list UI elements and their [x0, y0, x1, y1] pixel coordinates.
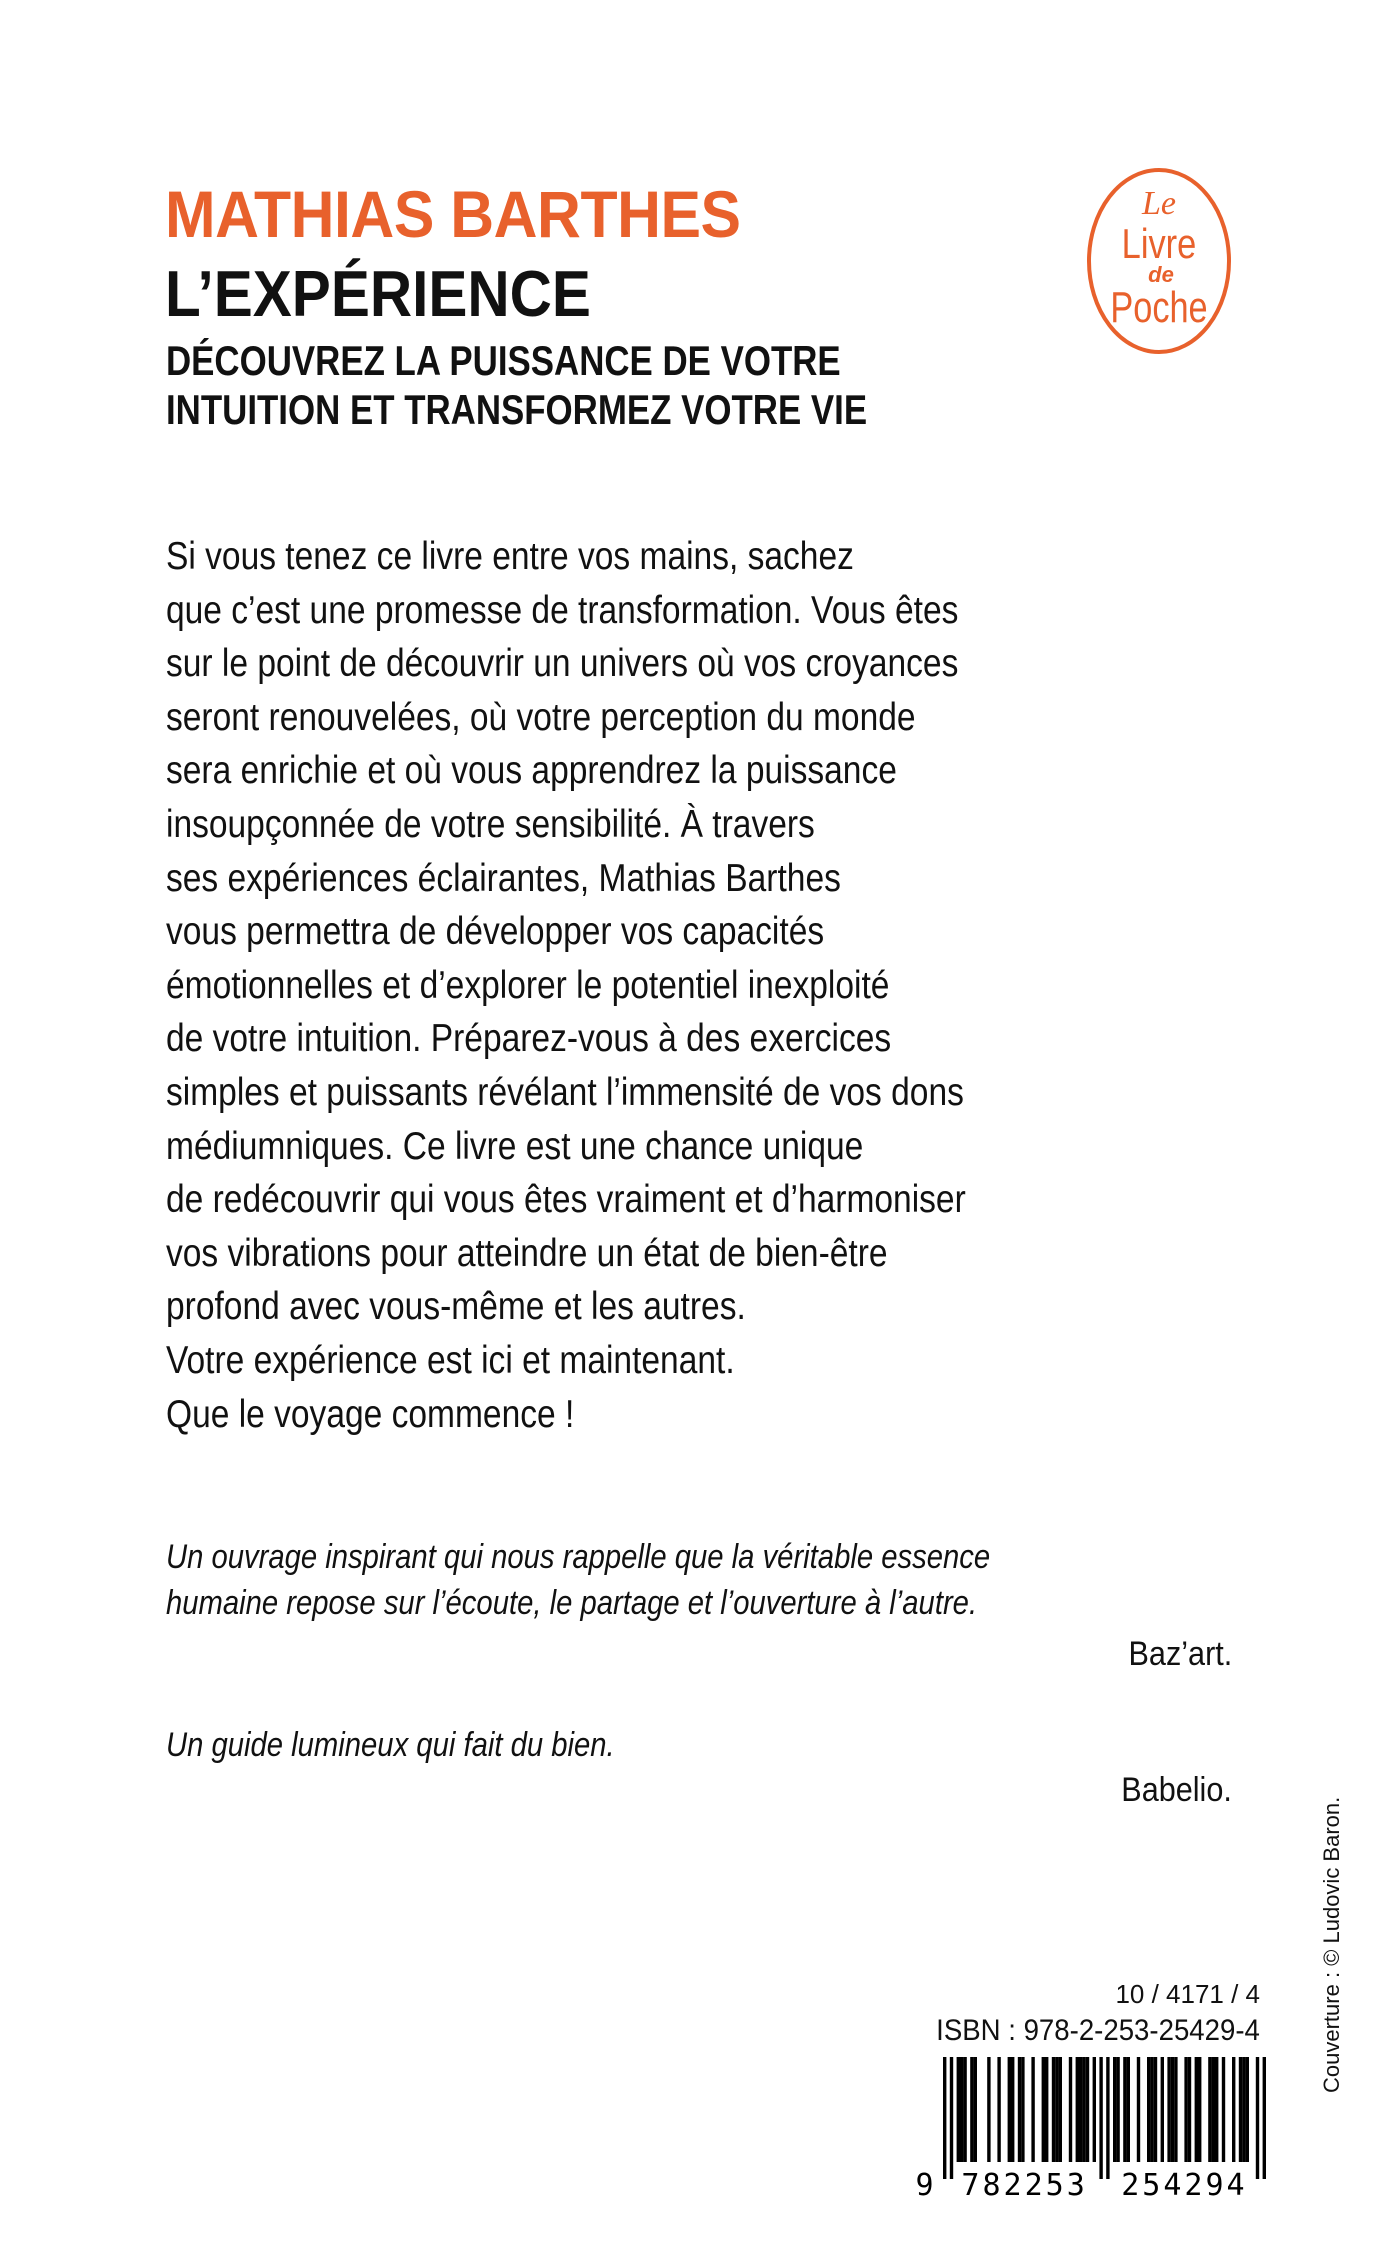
blurb-line: émotionnelles et d’explorer le potentiel inexploité [166, 963, 890, 1007]
book-subtitle [166, 336, 867, 434]
review-quote-line: Un ouvrage inspirant qui nous rappelle que la véritable essence [166, 1538, 991, 1576]
subtitle-line: INTUITION ET TRANSFORMEZ VOTRE VIE [166, 386, 868, 433]
blurb-line: de votre intuition. Préparez-vous à des exercices [166, 1017, 892, 1061]
logo-text-livre: Livre [1121, 220, 1197, 268]
barcode-digits: 782253 [961, 2168, 1088, 2203]
back-cover-blurb [166, 530, 966, 1441]
blurb-line: que c’est une promesse de transformation. Vous êtes [166, 588, 959, 632]
blurb-line: insoupçonnée de votre sensibilité. À travers [166, 802, 815, 846]
review-source: Baz’art. [1128, 1635, 1232, 1673]
barcode-digits: 254294 [1121, 2168, 1248, 2203]
blurb-line: sur le point de découvrir un univers où vos croyances [166, 642, 959, 686]
isbn-label: ISBN : 978-2-253-25429-4 [936, 2014, 1260, 2047]
blurb-line: seront renouvelées, où votre perception du monde [166, 695, 916, 739]
book-title: L’EXPÉRIENCE [165, 257, 591, 330]
author-name: MATHIAS BARTHES [165, 177, 741, 251]
blurb-line: Que le voyage commence ! [166, 1392, 575, 1436]
ean13-barcode [908, 2057, 1273, 2207]
blurb-line: vos vibrations pour atteindre un état de bien-être [166, 1231, 888, 1275]
catalog-number: 10 / 4171 / 4 [1115, 1979, 1260, 2009]
blurb-line: Si vous tenez ce livre entre vos mains, sachez [166, 535, 854, 578]
le-livre-de-poche-logo-icon [1085, 166, 1233, 356]
barcode-digits: 9 [915, 2168, 937, 2203]
blurb-line: ses expériences éclairantes, Mathias Barthes [166, 856, 841, 900]
logo-text-poche: Poche [1110, 282, 1208, 333]
subtitle-line: DÉCOUVREZ LA PUISSANCE DE VOTRE [166, 337, 841, 384]
blurb-line: de redécouvrir qui vous êtes vraiment et d’harmoniser [166, 1178, 966, 1222]
blurb-line: profond avec vous-même et les autres. [166, 1285, 746, 1329]
cover-credit: Couverture : © Ludovic Baron. [1319, 1796, 1344, 2093]
blurb-line: simples et puissants révélant l’immensité de vos dons [166, 1070, 964, 1114]
logo-text-de: de [1148, 262, 1174, 287]
review-quote [166, 1534, 990, 1626]
blurb-line: Votre expérience est ici et maintenant. [166, 1338, 735, 1382]
review-quote-line: Un guide lumineux qui fait du bien. [166, 1726, 615, 1764]
blurb-line: sera enrichie et où vous apprendrez la puissance [166, 749, 897, 793]
review-quote [166, 1722, 615, 1768]
logo-text-le: Le [1142, 185, 1176, 222]
blurb-line: médiumniques. Ce livre est une chance unique [166, 1124, 864, 1168]
review-source: Babelio. [1121, 1771, 1232, 1809]
review-quote-line: humaine repose sur l’écoute, le partage et l’ouverture à l’autre. [166, 1584, 978, 1622]
blurb-line: vous permettra de développer vos capacités [166, 910, 825, 954]
